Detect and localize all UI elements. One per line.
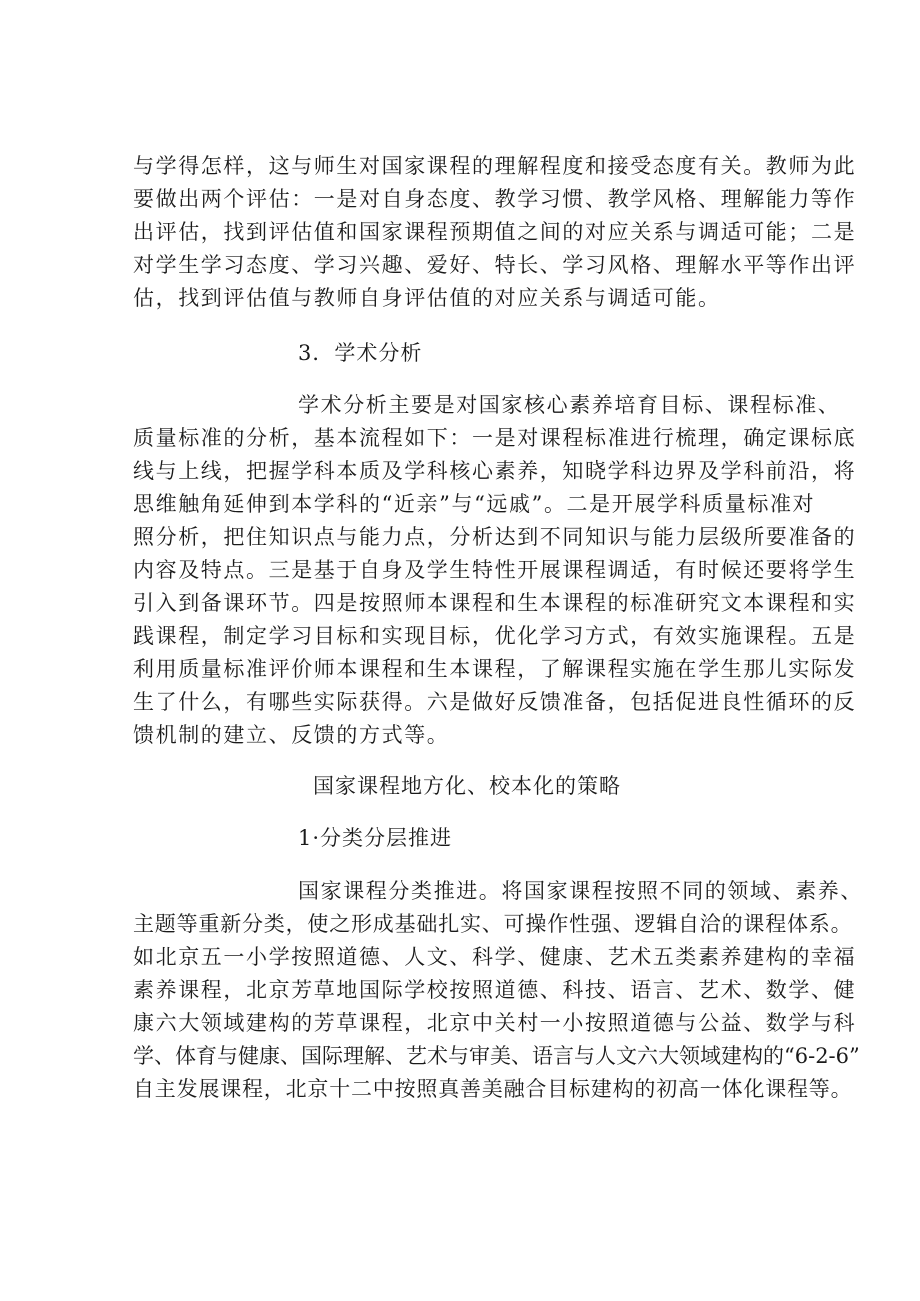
text-line: 生了什么，有哪些实际获得。六是做好反馈准备，包括促进良性循环的反 — [133, 690, 857, 714]
subsection-heading-classify: 1·分类分层推进 — [298, 826, 453, 850]
text-line: 康六大领域建构的芳草课程，北京中关村一小按照道德与公益、数学与科 — [133, 1011, 857, 1035]
text-line: 出评估，找到评估值和国家课程预期值之间的对应关系与调适可能；二是 — [133, 220, 857, 244]
text-line: 践课程，制定学习目标和实现目标，优化学习方式，有效实施课程。五是 — [133, 624, 857, 648]
text-line: 内容及特点。三是基于自身及学生特性开展课程调适，有时候还要将学生 — [133, 558, 857, 582]
text-line: 对学生学习态度、学习兴趣、爱好、特长、学习风格、理解水平等作出评 — [133, 253, 857, 277]
text-line: 素养课程，北京芳草地国际学校按照道德、科技、语言、艺术、数学、健 — [133, 978, 857, 1002]
text-line: 估，找到评估值与教师自身评估值的对应关系与调适可能。 — [133, 286, 721, 310]
text-line: 要做出两个评估：一是对自身态度、教学习惯、教学风格、理解能力等作 — [133, 187, 857, 211]
text-line: 照分析，把住知识点与能力点，分析达到不同知识与能力层级所要准备的 — [133, 525, 857, 549]
section-heading-strategy: 国家课程地方化、校本化的策略 — [313, 774, 621, 798]
text-line: 如北京五一小学按照道德、人文、科学、健康、艺术五类素养建构的幸福 — [133, 945, 857, 969]
text-line: 质量标准的分析，基本流程如下：一是对课程标准进行梳理，确定课标底 — [133, 426, 857, 450]
text-line: 线与上线，把握学科本质及学科核心素养，知晓学科边界及学科前沿，将 — [133, 459, 857, 483]
text-line: 与学得怎样，这与师生对国家课程的理解程度和接受态度有关。教师为此 — [133, 154, 857, 178]
text-line: 引入到备课环节。四是按照师本课程和生本课程的标准研究文本课程和实 — [133, 591, 857, 615]
text-line: 思维触角延伸到本学科的“近亲”与“远戚”。二是开展学科质量标准对 — [133, 492, 816, 516]
text-line: 主题等重新分类，使之形成基础扎实、可操作性强、逻辑自洽的课程体系。 — [133, 912, 853, 936]
text-line: 利用质量标准评价师本课程和生本课程，了解课程实施在学生那儿实际发 — [133, 657, 857, 681]
text-line: 国家课程分类推进。将国家课程按照不同的领域、素养、 — [298, 879, 863, 903]
text-line: 学、体育与健康、国际理解、艺术与审美、语言与人文六大领域建构的“6-2-6” — [133, 1044, 860, 1068]
text-line: 自主发展课程，北京十二中按照真善美融合目标建构的初高一体化课程等。 — [133, 1077, 853, 1101]
text-line: 馈机制的建立、反馈的方式等。 — [133, 723, 450, 747]
section-heading-academic-analysis: 3．学术分析 — [298, 341, 423, 365]
text-line: 学术分析主要是对国家核心素养培育目标、课程标准、 — [298, 393, 841, 417]
